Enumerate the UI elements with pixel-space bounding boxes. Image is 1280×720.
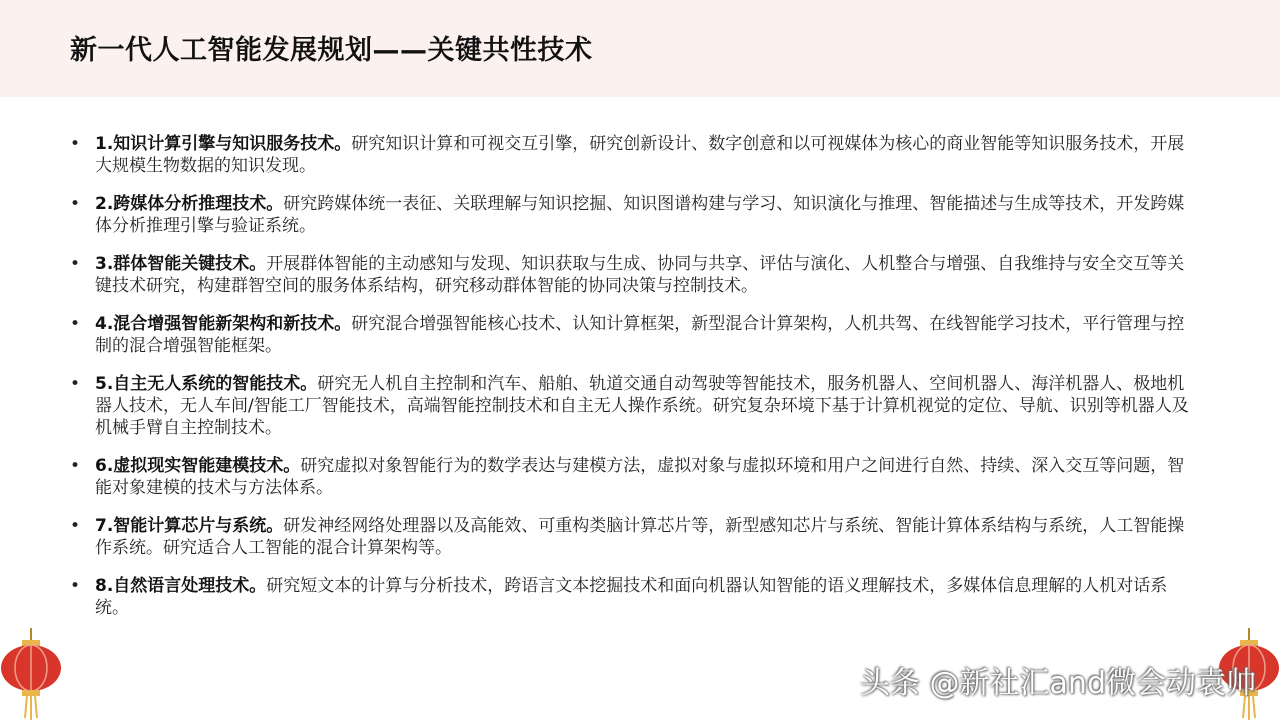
list-item — [70, 253, 1200, 297]
item-heading: 8.自然语言处理技术。 — [95, 576, 267, 596]
item-text: 研究无人机自主控制和汽车、船舶、轨道交通自动驾驶等智能技术，服务机器人、空间机器人、海洋机器人、极地机器人技术，无人车间/智能工厂智能技术，高端智能控制技术和自主无人操作系统。研究复杂环境下基于计算机视觉的定位、导航、识别等机器人及机械手臂自主控制技术。 — [95, 374, 1189, 438]
item-text: 研发神经网络处理器以及高能效、可重构类脑计算芯片等，新型感知芯片与系统、智能计算体系结构与系统，人工智能操作系统。研究适合人工智能的混合计算架构等。 — [95, 516, 1185, 558]
list-item — [70, 575, 1200, 619]
item-heading: 7.智能计算芯片与系统。 — [95, 516, 284, 536]
item-heading: 2.跨媒体分析推理技术。 — [95, 194, 284, 214]
list-item — [70, 133, 1200, 177]
item-heading: 1.知识计算引擎与知识服务技术。 — [95, 134, 352, 154]
item-heading: 4.混合增强智能新架构和新技术。 — [95, 314, 352, 334]
item-text: 研究知识计算和可视交互引擎，研究创新设计、数字创意和以可视媒体为核心的商业智能等知识服务技术，开展大规模生物数据的知识发现。 — [95, 134, 1185, 176]
bullet-dot: • — [70, 456, 81, 476]
bullet-dot: • — [70, 374, 81, 394]
list-item — [70, 193, 1200, 237]
bullet-dot: • — [70, 194, 81, 214]
bullet-dot: • — [70, 576, 81, 596]
lantern-icon — [0, 628, 62, 720]
list-item — [70, 455, 1200, 499]
item-text: 研究跨媒体统一表征、关联理解与知识挖掘、知识图谱构建与学习、知识演化与推理、智能描述与生成等技术，开发跨媒体分析推理引擎与验证系统。 — [95, 194, 1185, 236]
bullet-dot: • — [70, 134, 81, 154]
list-item — [70, 313, 1200, 357]
bullet-dot: • — [70, 314, 81, 334]
bullet-list — [70, 133, 1200, 635]
watermark: 头条 @新社汇and微会动袁帅 — [860, 666, 1256, 701]
bullet-dot: • — [70, 254, 81, 274]
item-text: 研究短文本的计算与分析技术，跨语言文本挖掘技术和面向机器认知智能的语义理解技术，多媒体信息理解的人机对话系统。 — [95, 576, 1168, 618]
item-text: 研究虚拟对象智能行为的数学表达与建模方法，虚拟对象与虚拟环境和用户之间进行自然、持续、深入交互等问题，智能对象建模的技术与方法体系。 — [95, 456, 1185, 498]
list-item — [70, 373, 1200, 439]
item-heading: 6.虚拟现实智能建模技术。 — [95, 456, 301, 476]
bullet-dot: • — [70, 516, 81, 536]
item-heading: 5.自主无人系统的智能技术。 — [95, 374, 318, 394]
list-item — [70, 515, 1200, 559]
item-heading: 3.群体智能关键技术。 — [95, 254, 267, 274]
item-text: 研究混合增强智能核心技术、认知计算框架，新型混合计算架构，人机共驾、在线智能学习技术，平行管理与控制的混合增强智能框架。 — [95, 314, 1185, 356]
item-text: 开展群体智能的主动感知与发现、知识获取与生成、协同与共享、评估与演化、人机整合与增强、自我维持与安全交互等关键技术研究，构建群智空间的服务体系结构，研究移动群体智能的协同决策与控制技术。 — [95, 254, 1185, 296]
slide-title: 新一代人工智能发展规划——关键共性技术 — [70, 35, 593, 66]
